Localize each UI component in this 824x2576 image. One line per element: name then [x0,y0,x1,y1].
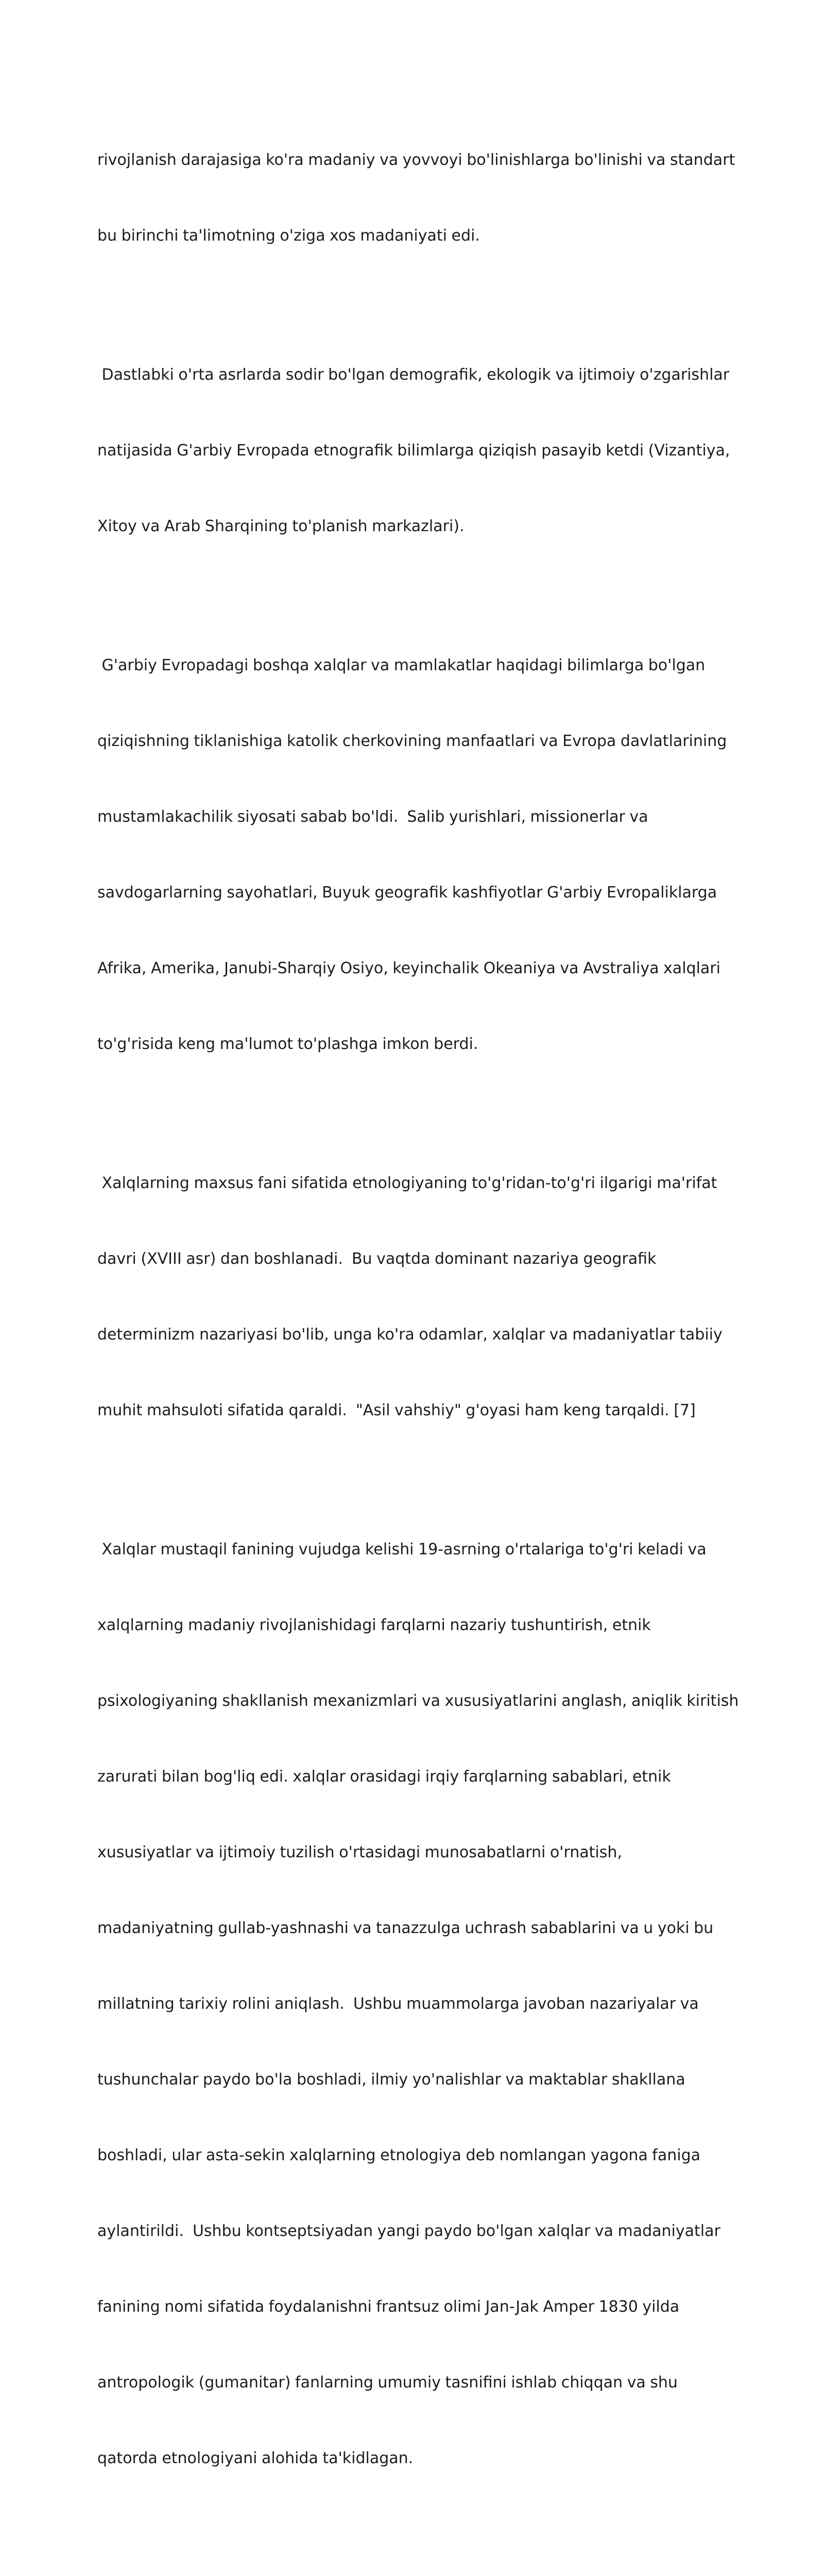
text-line: bu birinchi ta'limotning o'ziga xos madaniyati edi. [97,227,480,245]
text-line: Xalqlar mustaqil fanining vujudga kelishi 19-asrning o'rtalariga to'g'ri keladi va [97,1540,707,1558]
text-line: G'arbiy Evropadagi boshqa xalqlar va mamlakatlar haqidagi bilimlarga bo'lgan [97,656,706,674]
document-body [97,97,739,2576]
text-line: Xalqlarning maxsus fani sifatida etnologiyaning to'g'ridan-to'g'ri ilgarigi ma'rifat [97,1174,717,1192]
text-line: zarurati bilan bog'liq edi. xalqlar orasidagi irqiy farqlarning sabablari, etnik [97,1768,671,1786]
text-line: to'g'risida keng ma'lumot to'plashga imkon berdi. [97,1035,478,1053]
text-line: madaniyatning gullab-yashnashi va tanazzulga uchrash sabablarini va u yoki bu [97,1919,714,1937]
text-line: qatorda etnologiyani alohida ta'kidlagan. [97,2449,414,2467]
text-line: davri (XVIII asr) dan boshlanadi. Bu vaqtda dominant nazariya geografik [97,1250,657,1268]
text-line: Dastlabki o'rta asrlarda sodir bo'lgan demografik, ekologik va ijtimoiy o'zgarishlar [97,366,730,384]
text-line: savdogarlarning sayohatlari, Buyuk geografik kashfiyotlar G'arbiy Evropaliklarga [97,884,717,902]
text-line: qiziqishning tiklanishiga katolik cherkovining manfaatlari va Evropa davlatlarining [97,732,727,750]
text-line: Xitoy va Arab Sharqining to'planish markazlari). [97,517,465,535]
text-line: muhit mahsuloti sifatida qaraldi. "Asil vahshiy" g'oyasi ham keng tarqaldi. [7] [97,1401,696,1419]
text-line: xususiyatlar va ijtimoiy tuzilish o'rtasidagi munosabatlarni o'rnatish, [97,1843,622,1861]
text-line: xalqlarning madaniy rivojlanishidagi farqlarni nazariy tushuntirish, etnik [97,1616,651,1634]
paragraph-3 [97,602,736,1107]
text-line: psixologiyaning shakllanish mexanizmlari va xususiyatlarini anglash, aniqlik kiritish [97,1692,739,1710]
paragraph-1 [97,97,736,299]
paragraph-5 [97,1486,739,2521]
paragraph-2 [97,312,736,589]
text-line: rivojlanish darajasiga ko'ra madaniy va yovvoyi bo'linishlarga bo'linishi va standart [97,151,735,169]
text-line: millatning tarixiy rolini aniqlash. Ushbu muammolarga javoban nazariyalar va [97,1995,699,2013]
text-line: aylantirildi. Ushbu kontseptsiyadan yangi paydo bo'lgan xalqlar va madaniyatlar [97,2222,720,2240]
text-line: tushunchalar paydo bo'la boshladi, ilmiy yo'nalishlar va maktablar shakllana [97,2071,685,2089]
text-line: fanining nomi sifatida foydalanishni frantsuz olimi Jan-Jak Amper 1830 yilda [97,2298,680,2316]
text-line: determinizm nazariyasi bo'lib, unga ko'ra odamlar, xalqlar va madaniyatlar tabiiy [97,1326,723,1344]
text-line: Afrika, Amerika, Janubi-Sharqiy Osiyo, keyinchalik Okeaniya va Avstraliya xalqlari [97,959,720,977]
text-line: natijasida G'arbiy Evropada etnografik bilimlarga qiziqish pasayib ketdi (Vizantiya, [97,442,730,460]
text-line: antropologik (gumanitar) fanlarning umumiy tasnifini ishlab chiqqan va shu [97,2374,678,2392]
paragraph-6 [97,2534,736,2576]
text-line: boshladi, ular asta-sekin xalqlarning etnologiya deb nomlangan yagona faniga [97,2146,701,2164]
paragraph-4 [97,1120,736,1473]
text-line: mustamlakachilik siyosati sabab bo'ldi. Salib yurishlari, missionerlar va [97,808,648,826]
